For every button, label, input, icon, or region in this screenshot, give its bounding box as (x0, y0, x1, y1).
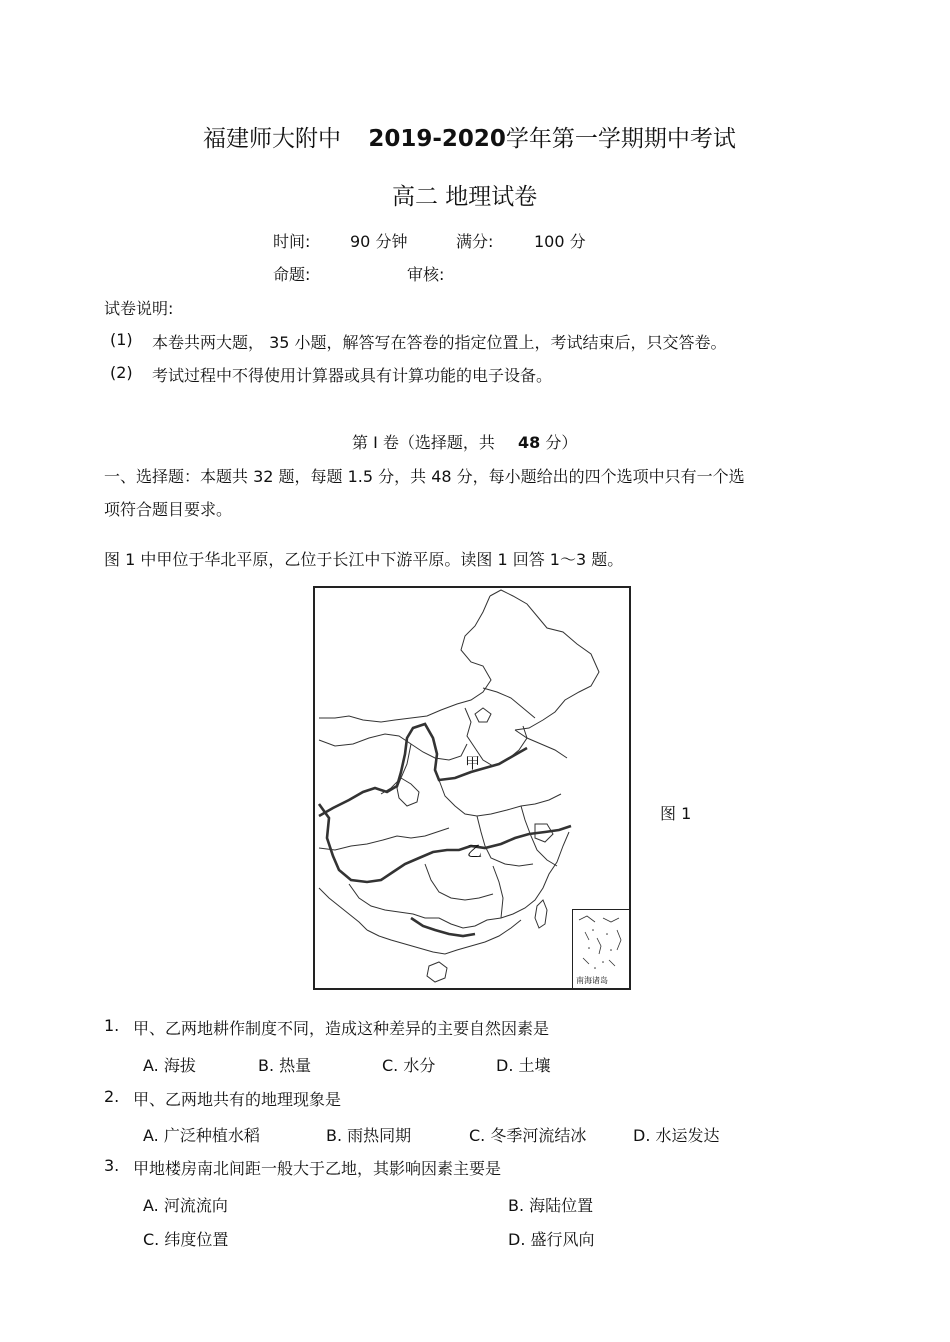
score-label: 满分: (456, 232, 494, 251)
title-rest: 学年第一学期期中考试 (505, 126, 736, 152)
question-number: 3. (104, 1156, 120, 1175)
section-heading-a: 第 I 卷（选择题，共 (352, 433, 495, 452)
instruction-num: (2) (110, 363, 133, 382)
answer-option: C. 冬季河流结冰 (469, 1126, 587, 1145)
question-stem: 甲、乙两地共有的地理现象是 (133, 1090, 342, 1109)
score-value: 100 分 (534, 232, 586, 251)
title-years: 2019-2020 (368, 126, 506, 152)
figure-intro: 图 1 中甲位于华北平原，乙位于长江中下游平原。读图 1 回答 1～3 题。 (104, 550, 624, 569)
instructions-heading: 试卷说明: (104, 299, 174, 318)
answer-option: A. 广泛种植水稻 (143, 1126, 260, 1145)
question-stem: 甲地楼房南北间距一般大于乙地，其影响因素主要是 (133, 1159, 502, 1178)
part-description-line1: 一、选择题：本题共 32 题，每题 1.5 分，共 48 分，每小题给出的四个选项中只有一个选 (104, 467, 745, 486)
instruction-text: 本卷共两大题， 35 小题，解答写在答卷的指定位置上，考试结束后，只交答卷。 (152, 333, 727, 352)
question-number: 1. (104, 1016, 120, 1035)
map-label-jia: 甲 (465, 754, 481, 772)
answer-option: B. 热量 (258, 1056, 312, 1075)
answer-option: D. 水运发达 (633, 1126, 720, 1145)
answer-option: B. 海陆位置 (508, 1196, 594, 1215)
answer-option: A. 河流流向 (143, 1196, 228, 1215)
author-label: 命题: (273, 265, 311, 284)
inset-islands (573, 910, 629, 974)
time-value: 90 分钟 (350, 232, 408, 251)
question-number: 2. (104, 1087, 120, 1106)
answer-option: D. 盛行风向 (508, 1230, 595, 1249)
answer-option: B. 雨热同期 (326, 1126, 412, 1145)
instruction-num: (1) (110, 330, 133, 349)
figure-caption: 图 1 (660, 804, 692, 823)
south-china-sea-inset (572, 909, 629, 988)
answer-option: A. 海拔 (143, 1056, 196, 1075)
question-stem: 甲、乙两地耕作制度不同，造成这种差异的主要自然因素是 (133, 1019, 550, 1038)
map-label-yi: 乙 (467, 842, 483, 860)
section-heading-score: 48 (518, 433, 541, 452)
answer-option: D. 土壤 (496, 1056, 551, 1075)
answer-option: C. 水分 (382, 1056, 436, 1075)
review-label: 审核: (407, 265, 445, 284)
page-title (203, 120, 736, 153)
title-school: 福建师大附中 (203, 126, 341, 152)
answer-option: C. 纬度位置 (143, 1230, 229, 1249)
section-heading (352, 430, 577, 453)
page-subtitle: 高二 地理试卷 (392, 184, 538, 210)
part-description-line2: 项符合题目要求。 (104, 500, 233, 519)
section-heading-b: 分） (545, 433, 578, 452)
china-map-figure (313, 586, 631, 990)
inset-label: 南海诸岛 (576, 976, 608, 985)
time-label: 时间: (273, 232, 311, 251)
instruction-text: 考试过程中不得使用计算器或具有计算功能的电子设备。 (152, 366, 553, 385)
